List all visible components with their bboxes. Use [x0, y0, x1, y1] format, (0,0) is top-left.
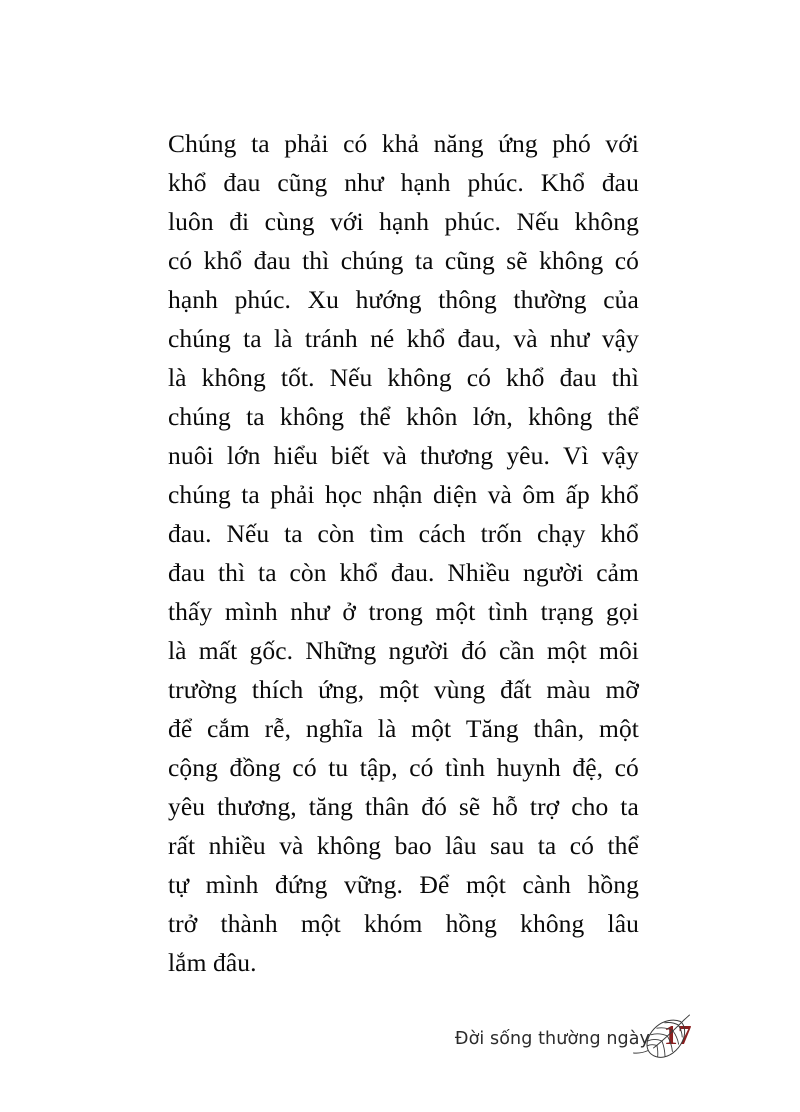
word: cùng	[264, 207, 315, 236]
chapter-title: Đời sống thường ngày	[454, 1029, 650, 1049]
word: ta	[414, 246, 434, 275]
word: chúng	[340, 246, 404, 275]
word: và	[513, 324, 538, 353]
word: cho	[571, 792, 609, 821]
word: hạnh	[379, 207, 430, 236]
text-line	[168, 748, 639, 787]
word: nuôi	[168, 441, 214, 470]
word: ta	[246, 402, 265, 431]
word: trường	[168, 675, 237, 704]
footer-content	[455, 1020, 692, 1051]
word: môi	[599, 636, 639, 665]
word: Nhiều	[447, 558, 511, 587]
word: và	[279, 831, 304, 860]
word: hạnh	[400, 168, 451, 197]
word: tự	[168, 870, 190, 899]
word: ta	[243, 324, 262, 353]
word: và	[487, 480, 512, 509]
word: thường	[513, 285, 587, 314]
word: một	[300, 909, 341, 938]
word: không	[201, 363, 266, 392]
text-line	[168, 358, 639, 397]
word: không	[528, 402, 593, 431]
word: một	[435, 597, 476, 626]
word: sẽ	[458, 792, 481, 821]
text-line	[168, 436, 639, 475]
word: Những	[305, 636, 377, 665]
word: tìm	[369, 519, 404, 548]
word: thể	[607, 831, 639, 860]
word: không	[520, 909, 585, 938]
word: lâu	[607, 909, 639, 938]
word: khóm	[363, 909, 423, 938]
word: có	[569, 831, 595, 860]
word: có	[168, 246, 193, 275]
text-line	[168, 319, 639, 358]
word: ta	[251, 129, 270, 158]
word: lâu	[445, 831, 477, 860]
word: một	[465, 870, 506, 899]
word: khổ	[505, 363, 545, 392]
text-line	[168, 397, 639, 436]
word: lớn	[226, 441, 261, 470]
word: hồng	[587, 870, 639, 899]
text-line	[168, 865, 639, 904]
word: cũng	[444, 246, 495, 275]
word: chúng	[168, 480, 231, 509]
word: với	[605, 129, 639, 158]
word: Vì	[563, 441, 589, 470]
word: trốn	[480, 519, 523, 548]
word: ôm	[522, 480, 556, 509]
text-line	[168, 709, 639, 748]
word: yêu	[168, 792, 206, 821]
word: thấy	[168, 597, 213, 626]
word: còn	[317, 519, 355, 548]
word: không	[539, 246, 604, 275]
word: ở	[342, 597, 356, 626]
word: thân,	[533, 714, 585, 743]
word: ứng	[498, 129, 538, 158]
word: tập,	[359, 753, 398, 782]
word: sẽ	[506, 246, 528, 275]
page-number: 17	[664, 1020, 692, 1050]
word: tình	[487, 597, 529, 626]
word: yêu.	[506, 441, 550, 470]
word: Tăng	[465, 714, 519, 743]
word: cắm	[207, 714, 250, 743]
word: có	[614, 753, 639, 782]
word: khổ	[339, 558, 379, 587]
word: ta	[258, 558, 277, 587]
word: Nếu	[226, 519, 270, 548]
word: diện	[432, 480, 478, 509]
word: của	[603, 285, 639, 314]
word: năng	[433, 129, 484, 158]
word: là	[168, 636, 187, 665]
word: lớn,	[472, 402, 513, 431]
word: khổ	[406, 324, 446, 353]
word: luôn	[168, 207, 214, 236]
word: như	[344, 168, 384, 197]
word: ấp	[565, 480, 590, 509]
word: huynh	[496, 753, 561, 782]
word: hướng	[355, 285, 422, 314]
word: thích	[251, 675, 304, 704]
word: thân	[364, 792, 410, 821]
word: không	[316, 831, 382, 860]
word: đó	[461, 636, 487, 665]
word: tăng	[308, 792, 354, 821]
text-line	[168, 631, 639, 670]
word: màu	[546, 675, 591, 704]
word: đau	[253, 246, 291, 275]
word: khổ	[168, 168, 207, 197]
word: bao	[394, 831, 432, 860]
word: có	[614, 246, 639, 275]
word: đau	[223, 168, 261, 197]
word: thành	[220, 909, 278, 938]
word: Khổ	[540, 168, 585, 197]
word: không	[387, 363, 452, 392]
word: cần	[498, 636, 535, 665]
word: là	[377, 714, 397, 743]
word: một	[411, 714, 452, 743]
word: ta	[284, 519, 303, 548]
word: phúc.	[234, 285, 292, 314]
word: là	[274, 324, 293, 353]
word: khôn	[406, 402, 458, 431]
word: tốt.	[280, 363, 315, 392]
word: tránh	[304, 324, 358, 353]
word: có	[343, 129, 368, 158]
word: và	[382, 441, 407, 470]
word: phúc.	[467, 168, 524, 197]
word: chúng	[168, 324, 231, 353]
word: có	[466, 363, 491, 392]
word: Xu	[307, 285, 339, 314]
word: đau	[559, 363, 597, 392]
word: một	[546, 636, 587, 665]
word: trong	[368, 597, 423, 626]
word: trợ	[529, 792, 560, 821]
word: thể	[607, 402, 639, 431]
word: cách	[418, 519, 466, 548]
word: đồng	[229, 753, 281, 782]
word: để	[168, 714, 193, 743]
word: hạnh	[168, 285, 218, 314]
word: thì	[302, 246, 330, 275]
word: Để	[419, 870, 450, 899]
word: không	[279, 402, 345, 431]
word: Nếu	[329, 363, 373, 392]
word: chúng	[168, 402, 231, 431]
word: cành	[522, 870, 572, 899]
word: đứng	[275, 870, 328, 899]
word: phải	[284, 129, 329, 158]
word: vậy	[601, 441, 639, 470]
word: trạng	[540, 597, 594, 626]
word: như	[549, 324, 590, 353]
word: còn	[289, 558, 327, 587]
word: mất	[198, 636, 238, 665]
word: một	[379, 675, 420, 704]
word: trở	[168, 909, 198, 938]
word: thương,	[217, 792, 297, 821]
word: đất	[500, 675, 532, 704]
text-line	[168, 163, 639, 202]
word: khổ	[600, 480, 639, 509]
word: cảm	[596, 558, 639, 587]
word: đau.	[390, 558, 435, 587]
text-line: lắm đâu.	[168, 948, 257, 977]
word: thì	[217, 558, 246, 587]
word: chạy	[536, 519, 586, 548]
word: phó	[552, 129, 591, 158]
word: đau	[601, 168, 639, 197]
word: mình	[224, 597, 278, 626]
word: không	[574, 207, 639, 236]
word: khổ	[203, 246, 243, 275]
word: đệ,	[572, 753, 604, 782]
word: Nếu	[516, 207, 560, 236]
word: hiểu	[273, 441, 318, 470]
word: hồng	[445, 909, 497, 938]
word: ta	[620, 792, 639, 821]
word: Chúng	[168, 129, 237, 158]
word: gốc.	[249, 636, 294, 665]
text-line	[168, 124, 639, 163]
word: mỡ	[605, 675, 639, 704]
word: nhiều	[208, 831, 266, 860]
word: rễ,	[264, 714, 292, 743]
word: có	[409, 753, 434, 782]
word: đau.	[168, 519, 212, 548]
text-line	[168, 202, 639, 241]
word: như	[290, 597, 330, 626]
text-line	[168, 826, 639, 865]
word: học	[325, 480, 363, 509]
body-paragraph	[168, 124, 639, 982]
word: hỗ	[492, 792, 518, 821]
text-line	[168, 475, 639, 514]
word: vững.	[344, 870, 403, 899]
text-line	[168, 241, 639, 280]
word: thì	[611, 363, 639, 392]
word: khổ	[600, 519, 639, 548]
word: ta	[537, 831, 557, 860]
word: vùng	[433, 675, 486, 704]
word: vậy	[601, 324, 639, 353]
word: gọi	[606, 597, 639, 626]
word: cộng	[168, 753, 218, 782]
word: biết	[330, 441, 370, 470]
word: rất	[168, 831, 196, 860]
word: có	[292, 753, 317, 782]
page-footer	[0, 1012, 800, 1072]
text-line	[168, 670, 639, 709]
word: ta	[241, 480, 260, 509]
word: tình	[445, 753, 486, 782]
word: nghĩa	[305, 714, 364, 743]
word: là	[168, 363, 187, 392]
word: sau	[490, 831, 525, 860]
word: một	[599, 714, 639, 743]
text-line	[168, 904, 639, 943]
text-line	[168, 592, 639, 631]
text-line	[168, 553, 639, 592]
word: nhận	[372, 480, 423, 509]
text-line	[168, 514, 639, 553]
text-line	[168, 280, 639, 319]
word: tu	[328, 753, 349, 782]
word: phải	[270, 480, 315, 509]
word: mình	[205, 870, 259, 899]
word: khả	[381, 129, 420, 158]
word: thương	[420, 441, 494, 470]
word: né	[370, 324, 395, 353]
word: đau,	[457, 324, 502, 353]
word: thể	[359, 402, 391, 431]
word: người	[522, 558, 584, 587]
text-line	[168, 787, 639, 826]
word: phúc.	[444, 207, 501, 236]
word: với	[330, 207, 364, 236]
word: đau	[168, 558, 206, 587]
word: người	[388, 636, 449, 665]
word: ứng,	[318, 675, 365, 704]
word: thông	[438, 285, 497, 314]
word: đó	[421, 792, 447, 821]
word: cũng	[277, 168, 328, 197]
word: đi	[229, 207, 250, 236]
